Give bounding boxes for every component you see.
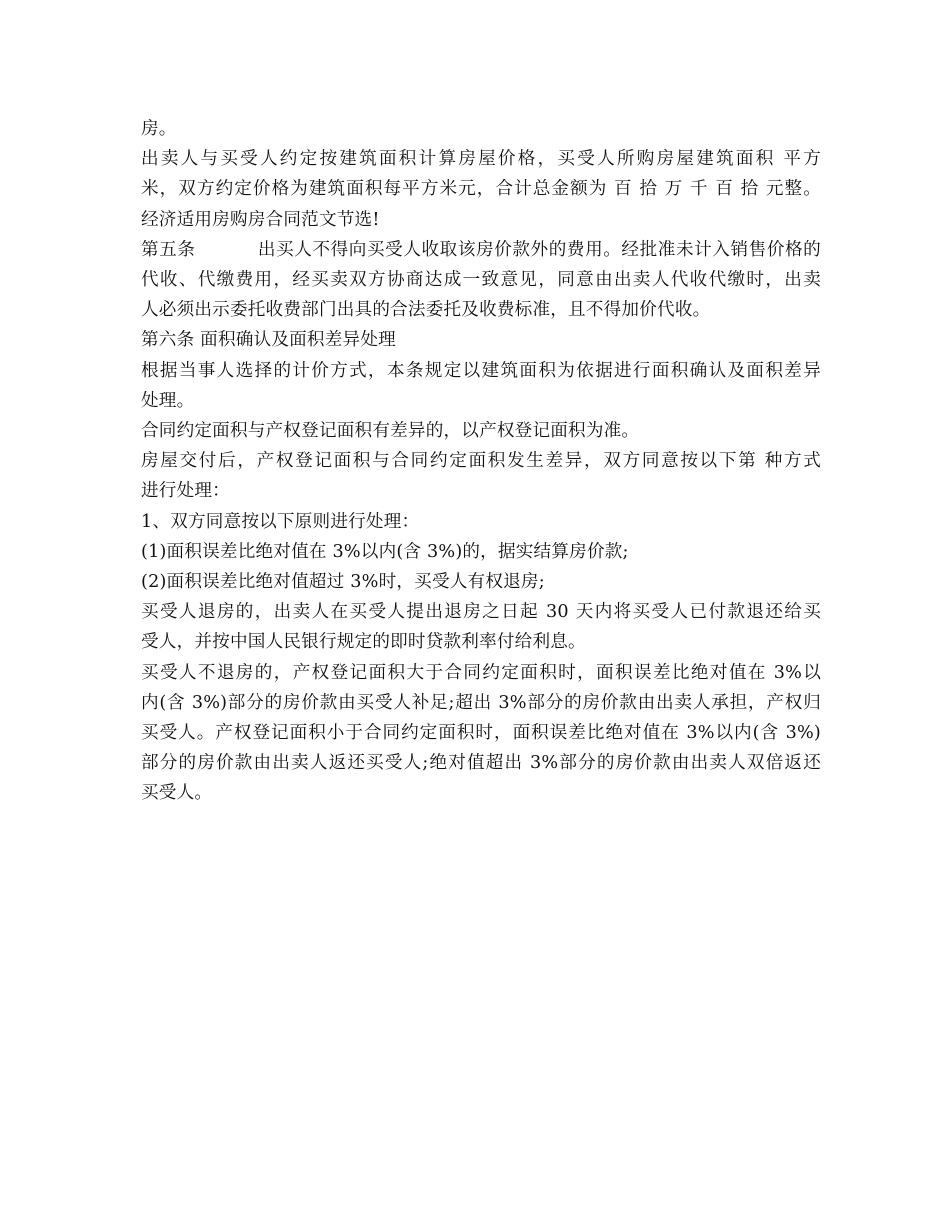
text-line: 内(含 3%)部分的房价款由买受人补足;超出 3%部分的房价款由出卖人承担，产权归 bbox=[141, 692, 821, 713]
article-5-first-line bbox=[141, 235, 821, 265]
article-5-text: 出买人不得向买受人收取该房价款外的费用。经批准未计入销售价格的 bbox=[257, 239, 821, 260]
text-line: (1)面积误差比绝对值在 3%以内(含 3%)的，据实结算房价款; bbox=[141, 541, 629, 562]
text-line: 出卖人与买受人约定按建筑面积计算房屋价格，买受人所购房屋建筑面积 平方 bbox=[141, 149, 821, 170]
text-line: 房屋交付后，产权登记面积与合同约定面积发生差异，双方同意按以下第 种方式 bbox=[141, 451, 821, 472]
text-line: 房。 bbox=[141, 119, 177, 139]
text-line: 代收、代缴费用，经买卖双方协商达成一致意见，同意由出卖人代收代缴时，出卖 bbox=[141, 270, 821, 291]
text-line: 1、双方同意按以下原则进行处理： bbox=[141, 511, 420, 532]
text-line: 买受人退房的，出卖人在买受人提出退房之日起 30 天内将买受人已付款退还给买 bbox=[141, 602, 821, 623]
article-6-heading: 第六条 面积确认及面积差异处理 bbox=[141, 330, 396, 351]
text-line: 米，双方约定价格为建筑面积每平方米元，合计总金额为 百 拾 万 千 百 拾 元整。 bbox=[141, 179, 821, 200]
text-line: 买受人。 bbox=[141, 783, 213, 804]
text-line: 处理。 bbox=[141, 390, 195, 411]
article-5-label: 第五条 bbox=[141, 239, 196, 260]
text-line: 买受人。产权登记面积小于合同约定面积时，面积误差比绝对值在 3%以内(含 3%) bbox=[141, 723, 821, 744]
text-line: 买受人不退房的，产权登记面积大于合同约定面积时，面积误差比绝对值在 3%以 bbox=[141, 662, 821, 683]
text-line: 受人，并按中国人民银行规定的即时贷款利率付给利息。 bbox=[141, 632, 586, 653]
text-line: 进行处理： bbox=[141, 481, 230, 502]
document-body bbox=[141, 114, 821, 809]
text-line: 合同约定面积与产权登记面积有差异的，以产权登记面积为准。 bbox=[141, 421, 640, 442]
section-subheading: 经济适用房购房合同范文节选! bbox=[141, 209, 380, 230]
text-line: 人必须出示委托收费部门出具的合法委托及收费标准，且不得加价代收。 bbox=[141, 300, 711, 321]
text-line: 根据当事人选择的计价方式，本条规定以建筑面积为依据进行面积确认及面积差异 bbox=[141, 360, 821, 381]
text-line: (2)面积误差比绝对值超过 3%时，买受人有权退房; bbox=[141, 572, 545, 593]
text-line: 部分的房价款由出卖人返还买受人;绝对值超出 3%部分的房价款由出卖人双倍返还 bbox=[141, 753, 821, 774]
